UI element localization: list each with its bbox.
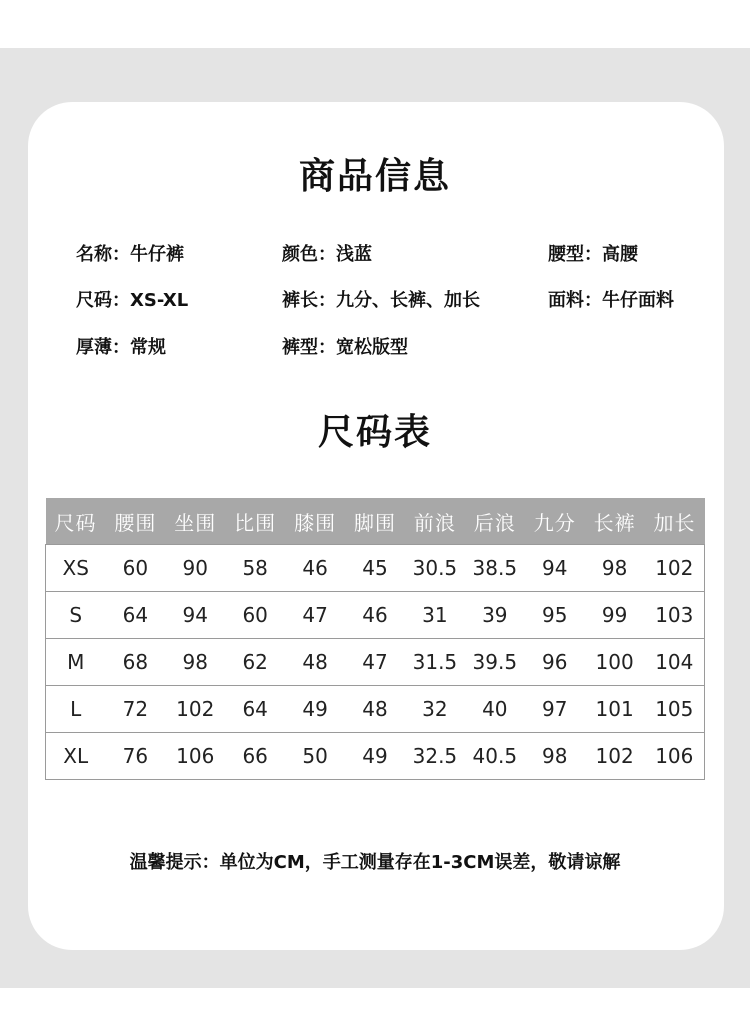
measurement-tip: 温馨提示：单位为CM，手工测量存在1-3CM误差，敬请谅解 [129, 852, 621, 873]
table-cell: 49 [345, 733, 405, 780]
table-cell: 99 [585, 592, 645, 639]
header-cell: 前浪 [405, 498, 465, 545]
info-item-length [282, 286, 480, 312]
table-cell: 102 [585, 733, 645, 780]
table-cell: 103 [645, 592, 705, 639]
table-cell: 94 [525, 545, 585, 592]
info-label: 裤长： [282, 290, 336, 311]
table-cell: 31.5 [405, 639, 465, 686]
table-cell: XL [46, 733, 106, 780]
info-item-color [282, 240, 372, 266]
header-cell: 膝围 [285, 498, 345, 545]
table-cell: 96 [525, 639, 585, 686]
table-cell: 72 [105, 686, 165, 733]
table-cell: 98 [585, 545, 645, 592]
table-cell: 97 [525, 686, 585, 733]
table-cell: 66 [225, 733, 285, 780]
table-cell: 58 [225, 545, 285, 592]
table-cell: 68 [105, 639, 165, 686]
table-cell: 104 [645, 639, 705, 686]
table-cell: XS [46, 545, 106, 592]
table-row [46, 545, 705, 592]
table-cell: 40 [465, 686, 525, 733]
table-cell: M [46, 639, 106, 686]
table-row [46, 733, 705, 780]
info-label: 名称： [76, 244, 130, 265]
table-cell: 60 [105, 545, 165, 592]
table-cell: 40.5 [465, 733, 525, 780]
header-cell: 尺码 [46, 498, 106, 545]
header-cell: 坐围 [165, 498, 225, 545]
table-row [46, 686, 705, 733]
header-cell: 九分 [525, 498, 585, 545]
table-cell: 32.5 [405, 733, 465, 780]
info-item-thickness [76, 333, 166, 359]
table-cell: 32 [405, 686, 465, 733]
table-cell: 106 [165, 733, 225, 780]
header-cell: 长裤 [585, 498, 645, 545]
table-cell: S [46, 592, 106, 639]
info-value: XS-XL [130, 290, 189, 311]
header-cell: 脚围 [345, 498, 405, 545]
info-value: 常规 [130, 337, 166, 358]
table-cell: 102 [645, 545, 705, 592]
table-cell: 105 [645, 686, 705, 733]
info-label: 面料： [548, 290, 602, 311]
table-cell: L [46, 686, 106, 733]
header-row [46, 498, 705, 545]
info-value: 九分、长裤、加长 [336, 290, 480, 311]
size-table-body [46, 545, 705, 780]
table-cell: 46 [285, 545, 345, 592]
table-cell: 49 [285, 686, 345, 733]
info-value: 高腰 [602, 244, 638, 265]
header-cell: 腰围 [105, 498, 165, 545]
table-cell: 95 [525, 592, 585, 639]
table-cell: 47 [345, 639, 405, 686]
table-cell: 31 [405, 592, 465, 639]
info-value: 浅蓝 [336, 244, 372, 265]
info-value: 牛仔面料 [602, 290, 674, 311]
header-cell: 比围 [225, 498, 285, 545]
table-cell: 98 [165, 639, 225, 686]
table-row [46, 639, 705, 686]
info-value: 牛仔裤 [130, 244, 184, 265]
table-cell: 39.5 [465, 639, 525, 686]
table-cell: 60 [225, 592, 285, 639]
info-value: 宽松版型 [336, 337, 408, 358]
table-cell: 46 [345, 592, 405, 639]
table-cell: 100 [585, 639, 645, 686]
table-cell: 50 [285, 733, 345, 780]
table-cell: 45 [345, 545, 405, 592]
table-cell: 90 [165, 545, 225, 592]
table-cell: 30.5 [405, 545, 465, 592]
header-cell: 后浪 [465, 498, 525, 545]
info-item-waist-type [548, 240, 638, 266]
table-cell: 101 [585, 686, 645, 733]
table-cell: 64 [225, 686, 285, 733]
table-cell: 98 [525, 733, 585, 780]
table-cell: 48 [285, 639, 345, 686]
table-cell: 102 [165, 686, 225, 733]
info-label: 尺码： [76, 290, 130, 311]
info-label: 裤型： [282, 337, 336, 358]
size-table [45, 498, 705, 780]
info-label: 腰型： [548, 244, 602, 265]
table-cell: 48 [345, 686, 405, 733]
size-table-header [46, 498, 705, 545]
product-info-title: 商品信息 [298, 156, 451, 197]
table-cell: 76 [105, 733, 165, 780]
table-cell: 39 [465, 592, 525, 639]
info-label: 厚薄： [76, 337, 130, 358]
table-row [46, 592, 705, 639]
table-cell: 47 [285, 592, 345, 639]
table-cell: 106 [645, 733, 705, 780]
table-cell: 64 [105, 592, 165, 639]
table-cell: 94 [165, 592, 225, 639]
table-cell: 38.5 [465, 545, 525, 592]
info-item-fit [282, 333, 408, 359]
info-label: 颜色： [282, 244, 336, 265]
info-item-name [76, 240, 184, 266]
table-cell: 62 [225, 639, 285, 686]
size-chart-title: 尺码表 [317, 412, 432, 453]
header-cell: 加长 [645, 498, 705, 545]
info-item-size [76, 286, 188, 312]
info-item-fabric [548, 286, 674, 312]
